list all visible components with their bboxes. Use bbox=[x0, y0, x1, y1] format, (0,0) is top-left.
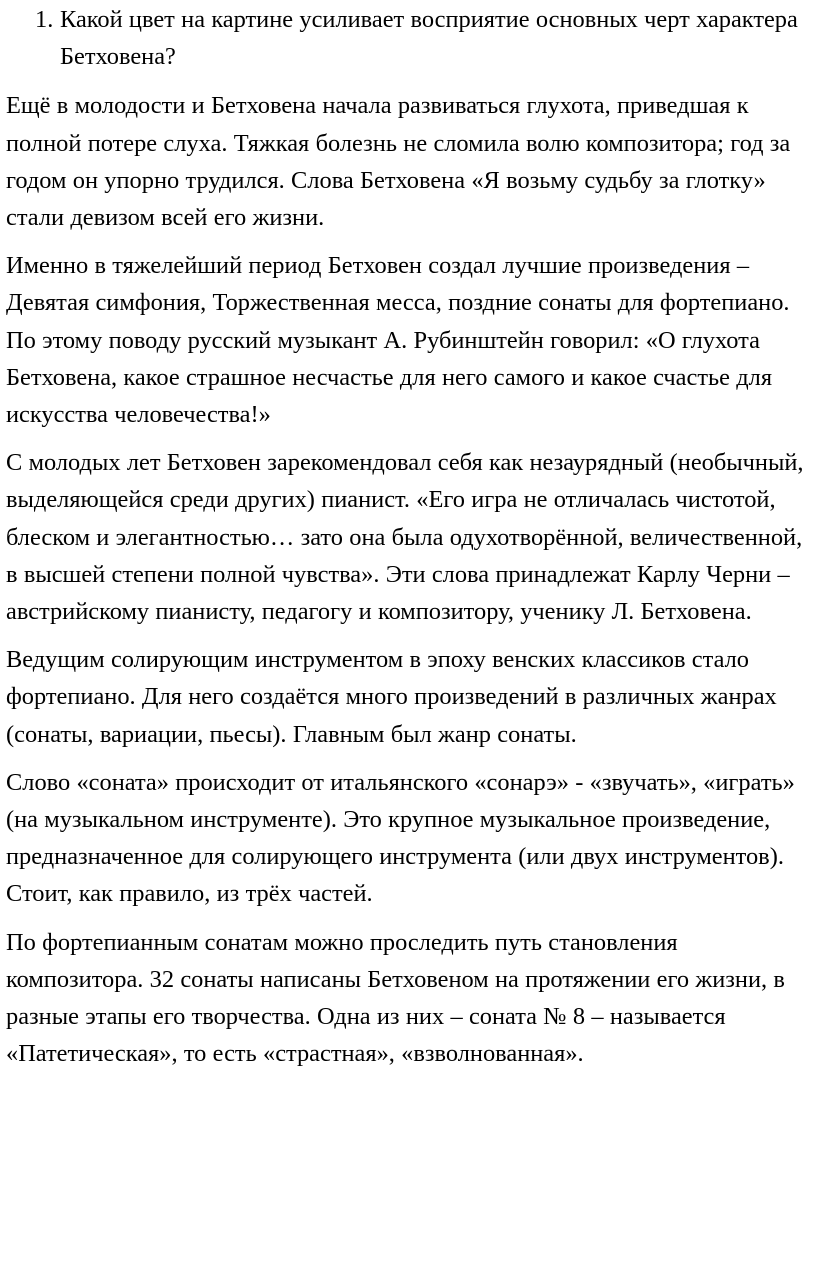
paragraph-late-works: Именно в тяжелейший период Бетховен создал лучшие произведения – Девятая симфония, Торжественная месса, поздние сонаты для фортепиано. По этому поводу русский музыкант А. Рубинштейн говорил: «О глухота Бетховена, какое страшное несчастье для него самого и какое счастье для искусства человечества!» bbox=[6, 252, 790, 429]
question-number: 1. bbox=[35, 6, 54, 33]
question-item bbox=[6, 0, 808, 75]
paragraph-deafness: Ещё в молодости и Бетховена начала развиваться глухота, приведшая к полной потере слуха. Тяжкая болезнь не сломила волю композитора; год за годом он упорно трудился. Слова Бетховена «Я возьму судьбу за глотку» стали девизом всей его жизни. bbox=[6, 92, 791, 232]
question-text: Какой цвет на картине усиливает восприятие основных черт характера Бетховена? bbox=[60, 6, 798, 71]
paragraph-sonata-definition: Слово «соната» происходит от итальянского «сонарэ» - «звучать», «играть» (на музыкальном инструменте). Это крупное музыкальное произведение, предназначенное для солирующего инструмента (или двух инструментов). Стоит, как правило, из трёх частей. bbox=[6, 768, 795, 908]
paragraph-pianist: С молодых лет Бетховен зарекомендовал себя как незаурядный (необычный, выделяющейся среди других) пианист. «Его игра не отличалась чистотой, блеском и элегантностью… зато она была одухотворённой, величественной, в высшей степени полной чувства». Эти слова принадлежат Карлу Черни – австрийскому пианисту, педагогу и композитору, ученику Л. Бетховена. bbox=[6, 449, 804, 626]
paragraph-piano-instrument: Ведущим солирующим инструментом в эпоху венских классиков стало фортепиано. Для него создаётся много произведений в различных жанрах (сонаты, вариации, пьесы). Главным был жанр сонаты. bbox=[6, 646, 777, 748]
paragraph-piano-sonatas: По фортепианным сонатам можно проследить путь становления композитора. 32 сонаты написаны Бетховеном на протяжении его жизни, в разные этапы его творчества. Одна из них – соната № 8 – называется «Патетическая», то есть «страстная», «взволнованная». bbox=[6, 928, 785, 1068]
